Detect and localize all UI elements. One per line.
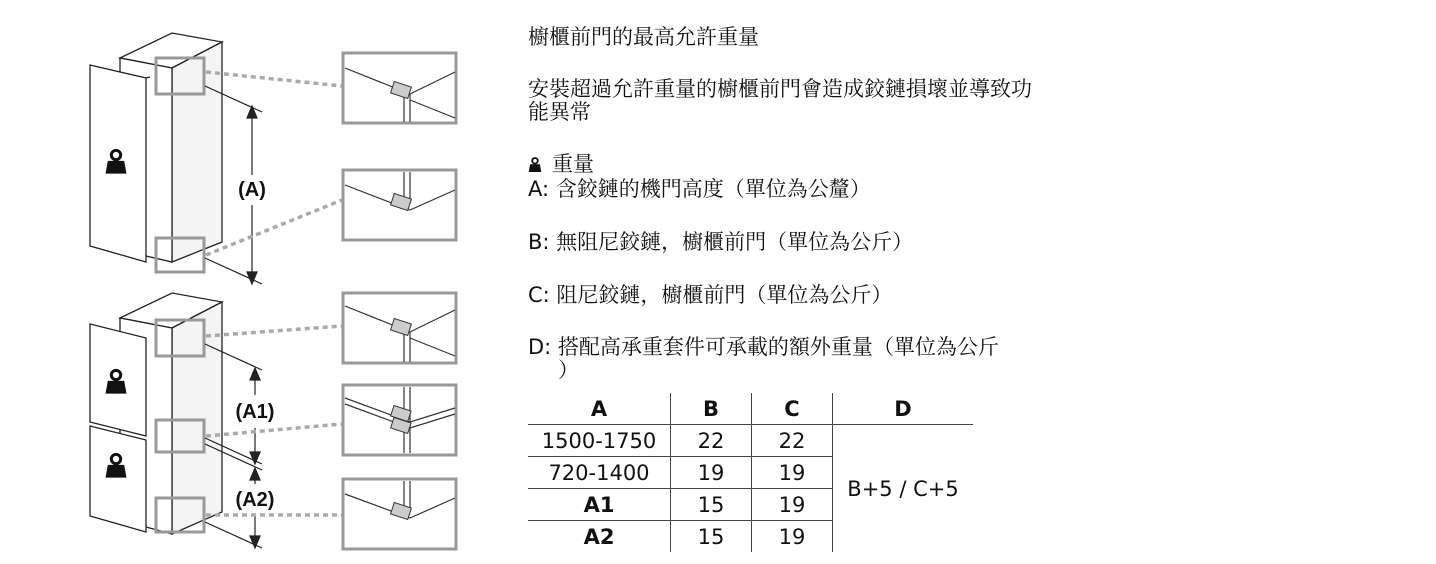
cell-c: 19 <box>752 489 833 521</box>
zoom-box-1 <box>343 53 456 123</box>
dimension-a1-label: (A1) <box>235 401 275 423</box>
legend-weight-label: 重量 <box>552 152 594 176</box>
dimension-a2-label: (A2) <box>235 489 275 511</box>
cell-b: 19 <box>671 457 752 489</box>
header-b: B <box>671 393 752 425</box>
legend-b: B: 無阻尼鉸鏈，櫥櫃前門（單位為公斤） <box>528 230 914 254</box>
cell-c: 19 <box>752 521 833 553</box>
cell-a: A2 <box>583 524 615 549</box>
legend-c: C: 阻尼鉸鏈，櫥櫃前門（單位為公斤） <box>528 283 893 307</box>
header-d: D <box>833 393 974 425</box>
cell-d: B+5 / C+5 <box>833 425 974 553</box>
dimension-a-label: (A) <box>238 179 266 201</box>
weight-icon <box>528 156 542 174</box>
table-row <box>528 425 973 457</box>
cell-b: 15 <box>671 521 752 553</box>
cell-a: 720-1400 <box>528 457 671 489</box>
header-a: A <box>528 393 671 425</box>
zoom-box-5 <box>343 479 456 549</box>
legend-a: A: 含鉸鏈的機門高度（單位為公釐） <box>528 177 871 201</box>
header-c: C <box>752 393 833 425</box>
table-header-row <box>528 393 973 425</box>
zoom-box-2 <box>343 170 456 240</box>
cell-a: 1500-1750 <box>528 425 671 457</box>
page-title: 櫥櫃前門的最高允許重量 <box>528 25 759 49</box>
cell-c: 19 <box>752 457 833 489</box>
cell-b: 15 <box>671 489 752 521</box>
legend-d-line2: ） <box>558 358 579 382</box>
warning-text-line2: 能異常 <box>528 100 591 124</box>
weight-spec-table <box>528 393 973 552</box>
hinge-diagram <box>60 0 500 564</box>
cell-a: A1 <box>528 489 671 521</box>
warning-text-line1: 安裝超過允許重量的櫥櫃前門會造成鉸鏈損壞並導致功 <box>528 77 1032 101</box>
zoom-box-3 <box>343 293 456 363</box>
zoom-box-4 <box>343 385 456 455</box>
legend-d-line1: D: 搭配高承重套件可承載的額外重量（單位為公斤 <box>528 335 999 359</box>
cell-b: 22 <box>671 425 752 457</box>
cell-c: 22 <box>752 425 833 457</box>
legend-weight <box>528 153 594 176</box>
